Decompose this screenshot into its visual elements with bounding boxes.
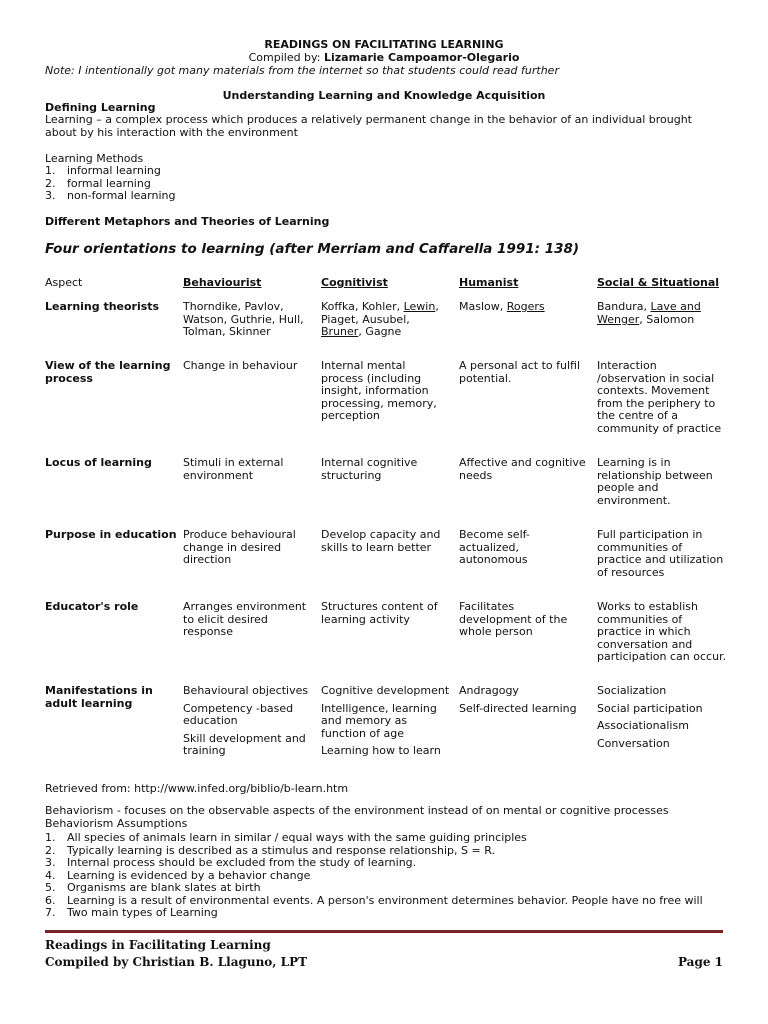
table-row bbox=[45, 360, 727, 457]
cell-behaviourist: Change in behaviour bbox=[183, 359, 298, 372]
cell-behaviourist: Stimuli in external environment bbox=[183, 456, 284, 482]
behaviorism-intro: Behaviorism - focuses on the observable aspects of the environment instead of on mental or cognitive processes bbox=[45, 804, 669, 817]
header-aspect: Aspect bbox=[45, 276, 83, 289]
list-item: 2. formal learning bbox=[45, 176, 151, 190]
table-row bbox=[45, 529, 727, 601]
table-row bbox=[45, 457, 727, 529]
cell-behaviourist: Behavioural objectives Competency -based education Skill development and training bbox=[183, 684, 309, 757]
cell-humanist: Maslow, Rogers bbox=[459, 300, 545, 313]
metaphors-heading: Different Metaphors and Theories of Learning bbox=[45, 215, 330, 228]
learning-methods-list bbox=[45, 165, 175, 203]
list-item: 4. Learning is evidenced by a behavior change bbox=[45, 868, 311, 882]
cell-humanist: A personal act to fulfil potential. bbox=[459, 359, 581, 385]
header-humanist: Humanist bbox=[459, 276, 519, 289]
intro-note: Note: I intentionally got many materials from the internet so that students could read further bbox=[45, 64, 559, 77]
compiler-name: Lizamarie Campoamor-Olegario bbox=[323, 51, 520, 64]
cell-social: Works to establish communities of practice in which conversation and participation can occur. bbox=[597, 600, 727, 663]
cell-social: Learning is in relationship between people and environment. bbox=[597, 456, 713, 507]
table-row bbox=[45, 601, 727, 685]
list-item: 3. Internal process should be excluded from the study of learning. bbox=[45, 856, 417, 869]
cell-social: Bandura, Lave and Wenger, Salomon bbox=[597, 300, 701, 326]
cell-cognitivist: Cognitive development Intelligence, learning and memory as function of age Learning how to learn bbox=[321, 684, 450, 757]
four-orientations-heading: Four orientations to learning (after Merriam and Caffarella 1991: 138) bbox=[45, 241, 580, 257]
cell-cognitivist: Internal mental process (including insight, information processing, memory, perception bbox=[321, 359, 437, 422]
row-label: Purpose in education bbox=[45, 528, 177, 541]
cell-cognitivist: Internal cognitive structuring bbox=[321, 456, 418, 482]
compiled-prefix: Compiled by: bbox=[248, 51, 324, 64]
header-cognitivist: Cognitivist bbox=[321, 276, 388, 289]
retrieved-from: Retrieved from: http://www.infed.org/biblio/b-learn.htm bbox=[45, 782, 349, 795]
defining-learning-heading: Defining Learning bbox=[45, 101, 156, 114]
footer-compiler: Compiled by Christian B. Llaguno, LPT bbox=[45, 955, 308, 969]
table-header-row bbox=[45, 277, 727, 301]
row-label: View of the learning process bbox=[45, 359, 171, 385]
header-social-situational: Social & Situational bbox=[597, 276, 720, 289]
cell-behaviourist: Produce behavioural change in desired direction bbox=[183, 528, 296, 566]
footer-title: Readings in Facilitating Learning bbox=[45, 938, 271, 952]
document-title: READINGS ON FACILITATING LEARNING bbox=[264, 38, 504, 51]
list-item: 5. Organisms are blank slates at birth bbox=[45, 881, 261, 894]
behaviorism-assumptions-title: Behaviorism Assumptions bbox=[45, 816, 188, 830]
cell-social: Interaction /observation in social contexts. Movement from the periphery to the centre of a community of practice bbox=[597, 359, 722, 435]
list-item: 6. Learning is a result of environmental events. A person's environment determines behavior. People have no free will bbox=[45, 893, 703, 907]
compiled-by-line bbox=[0, 51, 768, 64]
list-item: 2. Typically learning is described as a stimulus and response relationship, S = R. bbox=[45, 843, 495, 857]
cell-cognitivist: Koffka, Kohler, Lewin, Piaget, Ausubel, Bruner, Gagne bbox=[321, 300, 439, 338]
cell-humanist: Andragogy Self-directed learning bbox=[459, 684, 577, 715]
table-row bbox=[45, 301, 727, 360]
cell-behaviourist: Arranges environment to elicit desired response bbox=[183, 600, 307, 638]
page-number: Page 1 bbox=[677, 955, 723, 969]
cell-humanist: Become self-actualized, autonomous bbox=[459, 528, 530, 566]
table-row bbox=[45, 685, 727, 763]
header-behaviourist: Behaviourist bbox=[183, 276, 262, 289]
cell-cognitivist: Structures content of learning activity bbox=[321, 600, 438, 626]
cell-humanist: Facilitates development of the whole person bbox=[459, 600, 568, 638]
cell-humanist: Affective and cognitive needs bbox=[459, 456, 586, 482]
list-item: 1. All species of animals learn in similar / equal ways with the same guiding principles bbox=[45, 831, 527, 844]
list-item: 7. Two main types of Learning bbox=[45, 906, 218, 919]
row-label: Locus of learning bbox=[45, 456, 152, 469]
cell-behaviourist: Thorndike, Pavlov, Watson, Guthrie, Hull, Tolman, Skinner bbox=[183, 300, 304, 338]
row-label: Learning theorists bbox=[45, 300, 160, 313]
behaviorism-block bbox=[45, 805, 735, 830]
bruner-link[interactable]: Bruner bbox=[321, 325, 359, 338]
list-item: 3. non-formal learning bbox=[45, 189, 176, 202]
row-label: Manifestations in adult learning bbox=[45, 684, 153, 710]
section-heading: Understanding Learning and Knowledge Acquisition bbox=[222, 89, 546, 102]
learning-definition: Learning – a complex process which produces a relatively permanent change in the behavior of an individual brought about by his interaction with the environment bbox=[45, 113, 692, 139]
cell-social: Full participation in communities of practice and utilization of resources bbox=[597, 528, 724, 579]
lave-wenger-link[interactable]: Lave and Wenger bbox=[597, 300, 701, 326]
lewin-link[interactable]: Lewin bbox=[403, 300, 436, 313]
behaviorism-assumptions-list bbox=[45, 832, 735, 920]
cell-cognitivist: Develop capacity and skills to learn better bbox=[321, 528, 441, 554]
footer-rule bbox=[45, 930, 723, 933]
learning-methods-title: Learning Methods bbox=[45, 152, 144, 165]
row-label: Educator's role bbox=[45, 600, 139, 613]
list-item: 1. informal learning bbox=[45, 164, 161, 177]
cell-social: Socialization Social participation Associationalism Conversation bbox=[597, 684, 703, 750]
orientations-table bbox=[45, 277, 727, 763]
rogers-link[interactable]: Rogers bbox=[506, 300, 545, 313]
